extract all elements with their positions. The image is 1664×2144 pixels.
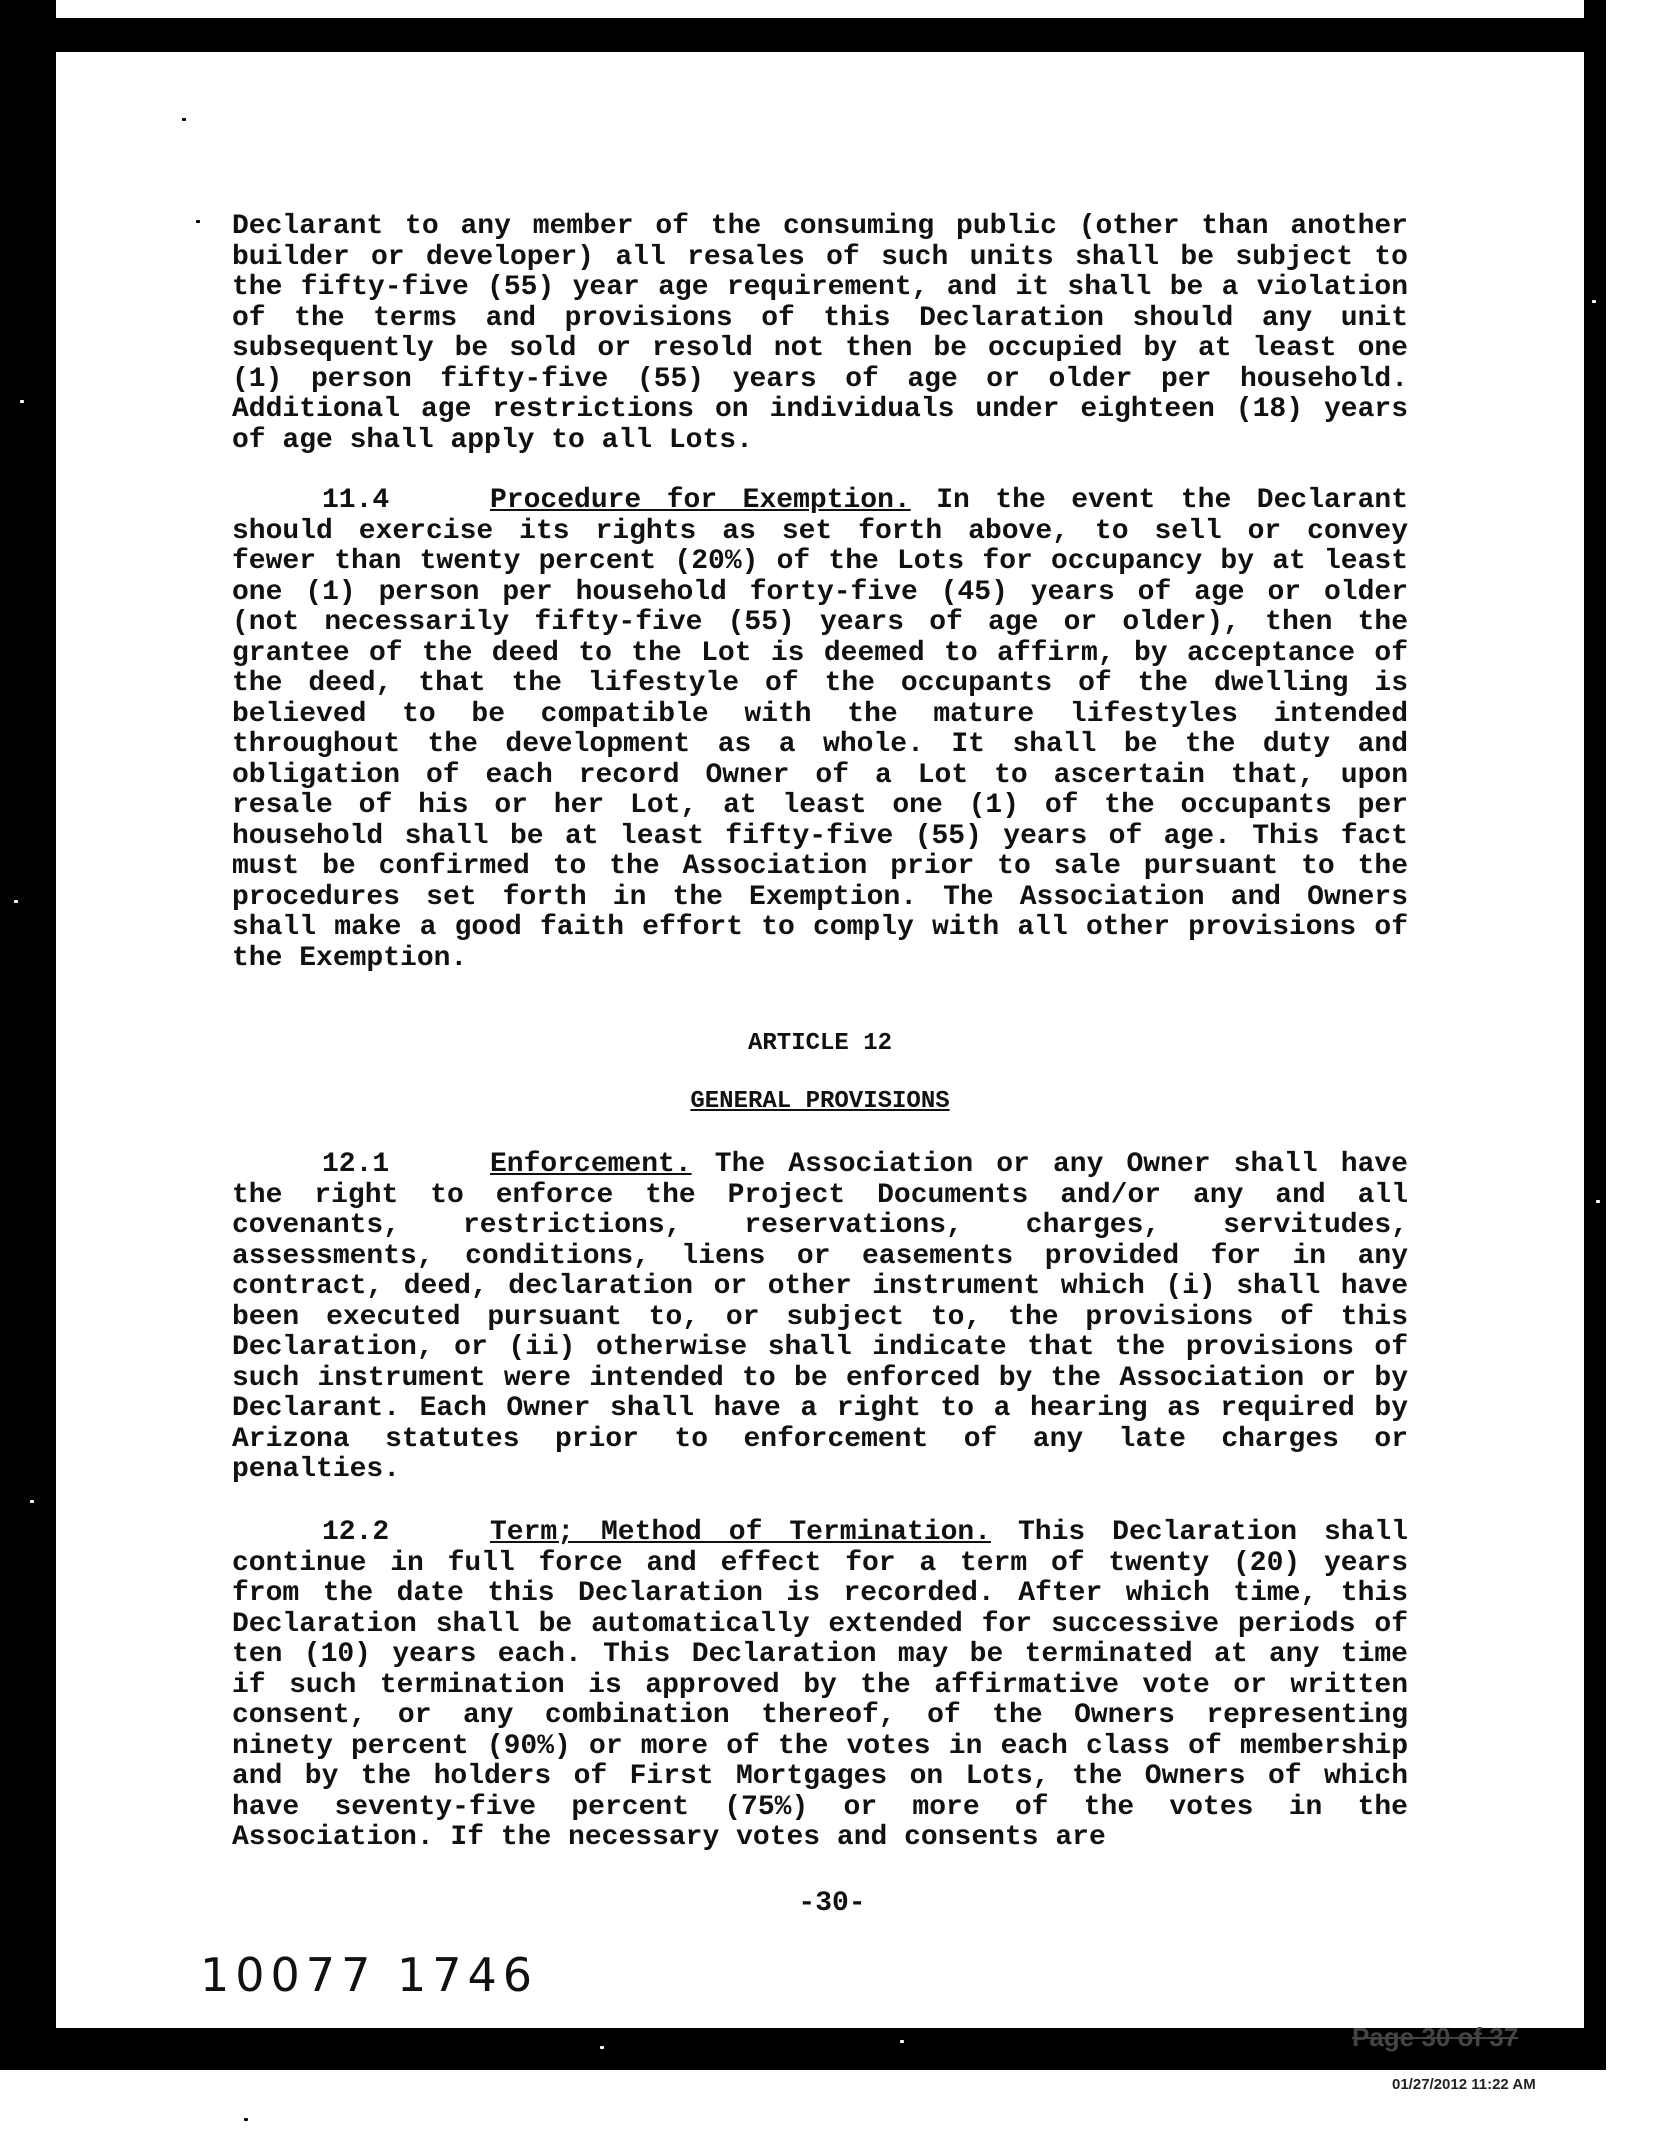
scan-speck: [196, 220, 200, 223]
section-text: The Association or any Owner shall have the right to enforce the Project Documents and/or any and all covenants, restrictions, reservations, charges, servitudes, assessments, conditions, liens or easements provided for in any contract, deed, declaration or other instrument which (i) shall have been executed pursuant to, or subject to, the provisions of this Declaration, or (ii) otherwise shall indicate that the provisions of such instrument were intended to be enforced by the Association or by Declarant. Each Owner shall have a right to a hearing as required by Arizona statutes prior to enforcement of any late charges or penalties.: [232, 1149, 1408, 1485]
scan-border-top: [42, 18, 1604, 52]
scan-border-left: [0, 0, 56, 2070]
scan-speck: [182, 118, 186, 121]
page-count-stamp: Page 30 of 37: [1352, 2022, 1519, 2052]
article-label: ARTICLE 12: [747, 1030, 893, 1057]
scan-border-right: [1584, 0, 1606, 2070]
scan-speck: [30, 1500, 34, 1503]
section-title: Procedure for Exemption.: [490, 485, 911, 516]
scan-speck: [900, 2040, 904, 2043]
section-text: In the event the Declarant should exercise its rights as set forth above, to sell or convey fewer than twenty percent (20%) of the Lots for occupancy by at least one (1) person per household forty-five (45) years of age or older (not necessarily fifty-five (55) years of age or older), then the grantee of the deed to the Lot is deemed to affirm, by acceptance of the deed, that the lifestyle of the occupants of the dwelling is believed to be compatible with the mature lifestyles intended throughout the development as a whole. It shall be the duty and obligation of each record Owner of a Lot to ascertain that, upon resale of his or her Lot, at least one (1) of the occupants per household shall be at least fifty-five (55) years of age. This fact must be confirmed to the Association prior to sale pursuant to the procedures set forth in the Exemption. The Association and Owners shall make a good faith effort to comply with all other provisions of the Exemption.: [232, 485, 1409, 974]
section-text: This Declaration shall continue in full force and effect for a term of twenty (20) years from the date this Declaration is recorded. After which time, this Declaration shall be automatically extended for successive periods of ten (10) years each. This Declaration may be terminated at any time if such termination is approved by the affirmative vote or written consent, or any combination thereof, of the Owners representing ninety percent (90%) or more of the votes in each class of membership and by the holders of First Mortgages on Lots, the Owners of which have seventy-five percent (75%) or more of the votes in the Association. If the necessary votes and consents are: [232, 1517, 1408, 1853]
page-number: -30-: [798, 1888, 866, 1919]
section-12-2: [232, 1518, 1408, 1854]
section-number: 12.2: [322, 1517, 390, 1548]
print-timestamp: 01/27/2012 11:22 AM: [1392, 2076, 1536, 2093]
article-title: GENERAL PROVISIONS: [690, 1088, 950, 1115]
section-title: Enforcement.: [490, 1149, 692, 1180]
scan-speck: [1592, 300, 1596, 303]
scan-speck: [20, 400, 24, 403]
section-title: Term; Method of Termination.: [490, 1517, 991, 1548]
paragraph-continued: [232, 212, 1408, 456]
scan-speck: [1596, 1200, 1600, 1203]
paragraph-continued-text: Declarant to any member of the consuming public (other than another builder or developer) all resales of such units shall be subject to the fifty-five (55) year age requirement, and it shall be a violation of the terms and provisions of this Declaration should any unit subsequently be sold or resold not then be occupied by at least one (1) person fifty-five (55) years of age or older per household. Additional age restrictions on individuals under eighteen (18) years of age shall apply to all Lots.: [232, 211, 1408, 456]
scan-speck: [600, 2046, 604, 2049]
section-12-1: [232, 1150, 1408, 1486]
scan-speck: [244, 2118, 248, 2121]
scan-speck: [14, 900, 18, 903]
book-page-stamp: 10077 1746: [200, 1948, 539, 2002]
section-11-4: [232, 486, 1408, 974]
section-number: 11.4: [322, 485, 390, 516]
section-number: 12.1: [322, 1149, 390, 1180]
